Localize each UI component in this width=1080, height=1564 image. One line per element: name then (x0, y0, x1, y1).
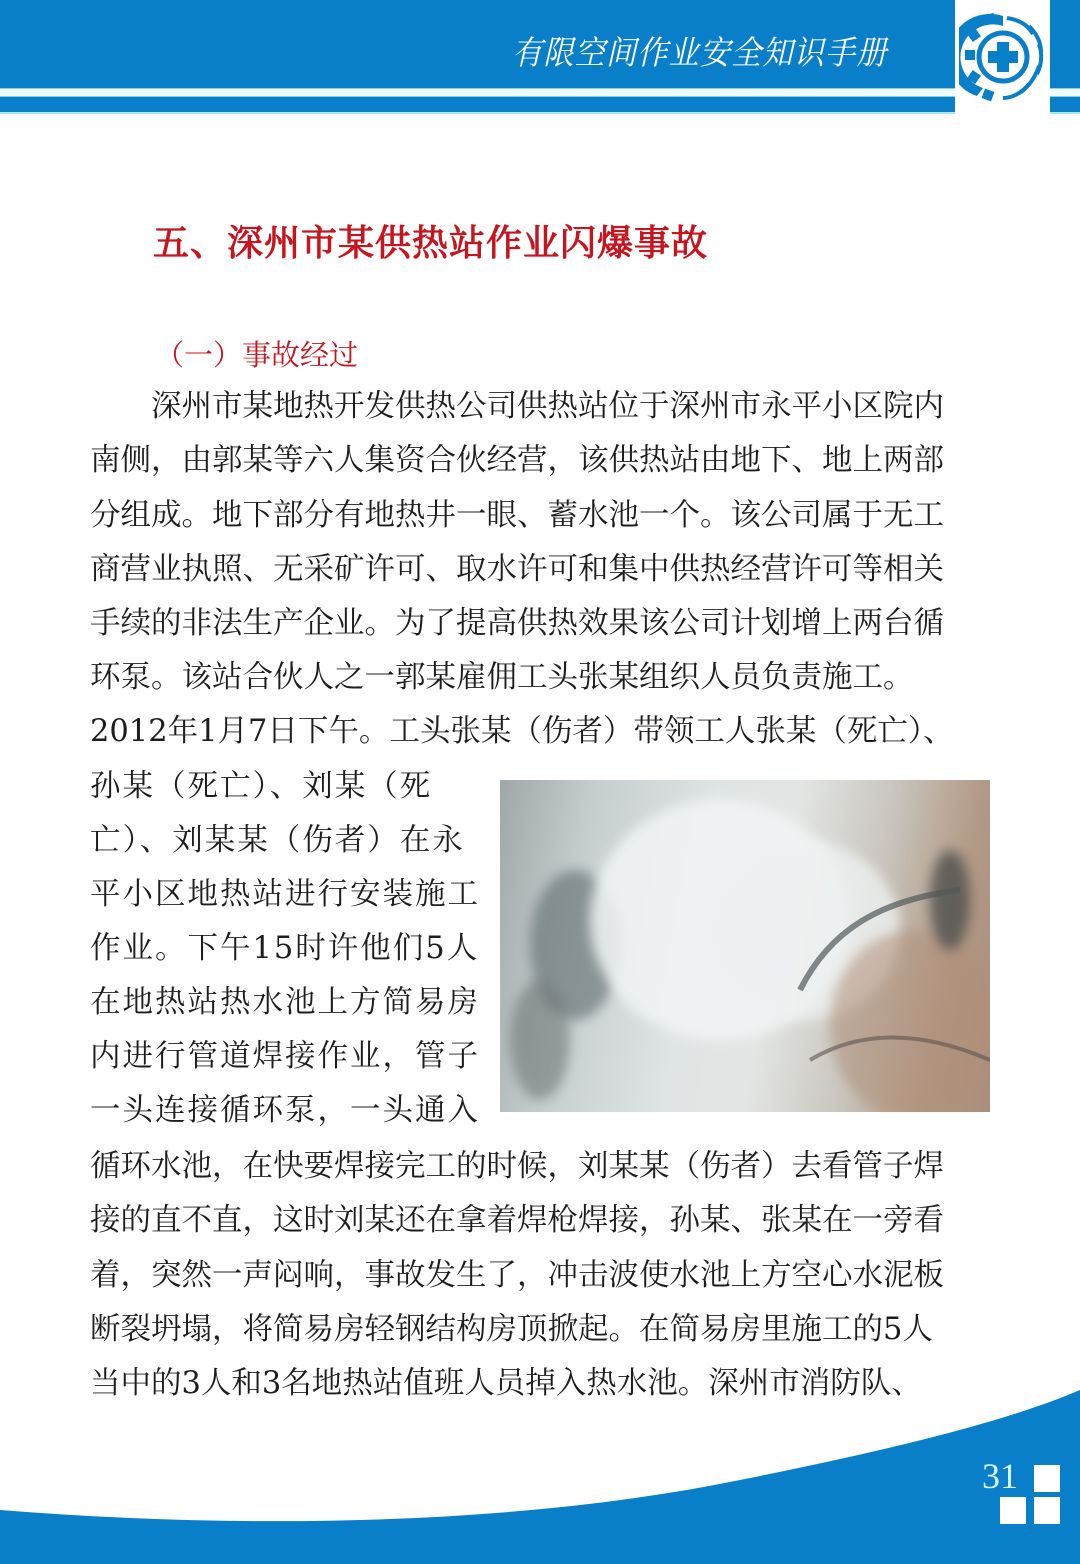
body-line: 分组成。地下部分有地热井一眼、蓄水池一个。该公司属于无工 (90, 498, 944, 533)
body-line: 深州市某地热开发供热公司供热站位于深州市永平小区院内 (90, 389, 944, 424)
body-line-wrapped: 孙某（死亡）、刘某（死 (90, 769, 433, 804)
body-line: 接的直不直，这时刘某还在拿着焊枪焊接，孙某、张某在一旁看 (90, 1203, 944, 1238)
body-line-wrapped: 内进行管道焊接作业，管子 (90, 1039, 480, 1074)
body-line-wrapped: 作业。下午15时许他们5人 (90, 931, 480, 966)
header-bar (0, 97, 1080, 112)
body-line: 断裂坍塌，将简易房轻钢结构房顶掀起。在简易房里施工的5人 (90, 1312, 933, 1347)
body-line: 环泵。该站合伙人之一郭某雇佣工头张某组织人员负责施工。 (90, 660, 914, 695)
footer-square-icon (1034, 1465, 1060, 1492)
body-line-wrapped: 平小区地热站进行安装施工 (90, 877, 480, 912)
subsection-title: （一）事故经过 (155, 338, 359, 372)
safety-gear-cross-logo-icon (959, 10, 1047, 106)
body-line-wrapped: 一头连接循环泵，一头通入 (90, 1093, 480, 1128)
manual-title: 有限空间作业安全知识手册 (512, 33, 888, 72)
body-line: 着，突然一声闷响，事故发生了，冲击波使水池上方空心水泥板 (90, 1258, 944, 1293)
body-line: 南侧，由郭某等六人集资合伙经营，该供热站由地下、地上两部 (90, 443, 944, 478)
body-line: 循环水池，在快要焊接完工的时候，刘某某（伤者）去看管子焊 (90, 1149, 944, 1184)
body-line: 商营业执照、无采矿许可、取水许可和集中供热经营许可等相关 (90, 552, 944, 587)
page-number: 31 (982, 1456, 1018, 1496)
body-line: 当中的3人和3名地热站值班人员掉入热水池。深州市消防队、 (90, 1366, 922, 1401)
footer-square-icon (1000, 1497, 1026, 1524)
body-line: 2012年1月7日下午。工头张某（伤者）带领工人张某（死亡）、 (90, 714, 954, 749)
accident-photo (500, 780, 990, 1112)
body-line-wrapped: 在地热站热水池上方简易房 (90, 985, 480, 1020)
footer-wave (0, 1380, 1080, 1564)
section-title: 五、深州市某供热站作业闪爆事故 (153, 222, 709, 264)
header-stripe (0, 88, 1080, 97)
footer-square-icon (1034, 1497, 1060, 1524)
logo-box (955, 0, 1050, 114)
header-edge (0, 112, 1080, 114)
body-line: 手续的非法生产企业。为了提高供热效果该公司计划增上两台循 (90, 606, 944, 641)
body-line-wrapped: 亡）、刘某某（伤者）在永 (90, 823, 465, 858)
